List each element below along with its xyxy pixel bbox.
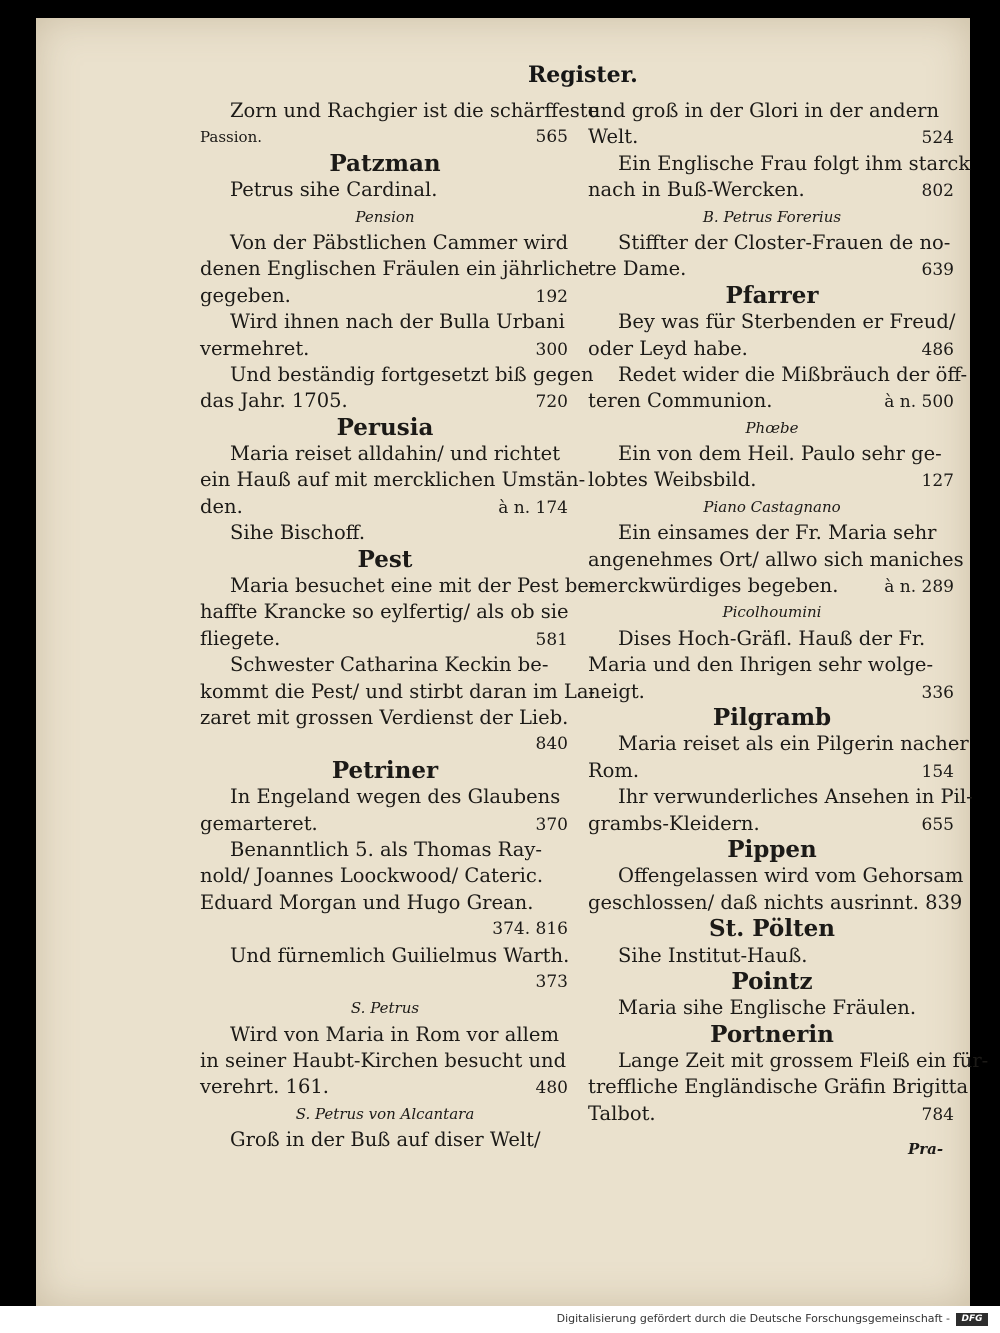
right-column (588, 98, 989, 1127)
index-line: Groß in der Buß auf diser Welt/ (230, 1128, 541, 1152)
entry-text: Passion. (200, 128, 263, 147)
index-line (588, 124, 956, 150)
index-line (588, 336, 956, 362)
entry-text: gemarteret. (200, 811, 318, 835)
page-reference: 154 (921, 761, 954, 782)
index-line: Und beständig fortgesetzt biß gegen (230, 362, 594, 386)
index-line: In Engeland wegen des Glaubens (230, 785, 561, 809)
index-line: Bey was für Sterbenden er Freud/ (618, 310, 956, 334)
index-line (588, 177, 956, 203)
entry-text: Rom. (588, 758, 640, 782)
index-subheading: S. Petrus von Alcantara (295, 1104, 475, 1123)
page-reference: 192 (535, 286, 568, 307)
index-line: Ihr verwunderliches Ansehen in Pil- (618, 785, 973, 809)
index-heading: Pilgramb (712, 703, 832, 731)
index-line: Maria besuchet eine mit der Pest be- (230, 574, 596, 598)
footer-credit: Digitalisierung gefördert durch die Deutsche Forschungsgemeinschaft - (556, 1312, 950, 1325)
index-subheading: Phœbe (745, 418, 799, 437)
index-line: Schwester Catharina Keckin be- (230, 653, 549, 677)
index-line: Eduard Morgan und Hugo Grean. (200, 890, 534, 914)
index-line: Dises Hoch-Gräfl. Hauß der Fr. (618, 626, 926, 650)
index-line (200, 283, 570, 309)
index-line (200, 916, 570, 942)
entry-text: gegeben. (200, 283, 291, 307)
entry-text: den. (200, 494, 243, 518)
page-reference: 370 (535, 814, 568, 835)
entry-text: merckwürdiges begeben. (588, 574, 839, 598)
page-reference: 639 (921, 260, 954, 281)
entry-text: oder Leyd habe. (588, 336, 748, 360)
index-line: Benanntlich 5. als Thomas Ray- (230, 837, 543, 861)
page-reference: 784 (921, 1104, 954, 1125)
index-line: und groß in der Glori in der andern (588, 99, 940, 122)
index-line: in seiner Haubt-Kirchen besucht und (200, 1049, 567, 1073)
page-reference: 300 (535, 339, 568, 360)
page-reference: 127 (921, 471, 954, 492)
index-line (200, 336, 570, 362)
entry-text: lobtes Weibsbild. (588, 468, 757, 492)
page-reference: 655 (921, 814, 954, 835)
page-reference: 373 (535, 971, 568, 992)
dfg-logo: DFG (956, 1313, 988, 1326)
index-line: zaret mit grossen Verdienst der Lieb. (200, 705, 569, 729)
index-heading: Pfarrer (725, 281, 819, 309)
index-line (588, 1101, 956, 1127)
index-subheading: S. Petrus (350, 999, 420, 1018)
page-reference: 336 (921, 682, 954, 703)
index-line: Zorn und Rachgier ist die schärffeste (230, 99, 600, 122)
index-line: treffliche Engländische Gräfin Brigitta (588, 1075, 969, 1099)
index-heading: Pointz (731, 967, 813, 995)
index-line (200, 494, 570, 520)
index-line (588, 758, 956, 784)
index-line: Maria reiset alldahin/ und richtet (230, 442, 561, 466)
index-line (200, 124, 570, 150)
page-reference: 565 (535, 127, 568, 148)
index-line: Ein von dem Heil. Paulo sehr ge- (618, 442, 942, 466)
index-line: Wird ihnen nach der Bulla Urbani (230, 310, 565, 334)
index-line: Petrus sihe Cardinal. (230, 178, 438, 202)
page-reference: à n. 174 (498, 497, 568, 518)
index-line: Stiffter der Closter-Frauen de no- (618, 230, 951, 254)
running-head: Register. (528, 62, 638, 88)
index-heading: Pest (357, 545, 413, 573)
index-line: Redet wider die Mißbräuch der öff- (618, 362, 968, 386)
index-line (588, 811, 956, 837)
index-subheading: Pension (355, 207, 415, 226)
index-line (588, 573, 956, 599)
index-line (200, 388, 570, 414)
index-line (200, 969, 570, 995)
entry-text: fliegete. (200, 626, 281, 650)
index-line: Ein einsames der Fr. Maria sehr (618, 521, 937, 545)
index-line (588, 388, 956, 414)
index-line (200, 811, 570, 837)
index-line (588, 256, 956, 282)
index-heading: Petriner (331, 756, 439, 784)
index-line (200, 731, 570, 757)
page-reference: 581 (535, 629, 568, 650)
catchword: Pra- (908, 1140, 944, 1158)
index-line: Maria reiset als ein Pilgerin nacher (618, 732, 969, 756)
entry-text: Welt. (588, 125, 639, 149)
page-reference: 720 (535, 392, 568, 413)
page-reference: 374. 816 (492, 919, 568, 940)
index-line: geschlossen/ daß nichts ausrinnt. 839 (588, 890, 963, 914)
footer-bar (0, 1306, 1000, 1333)
index-line: Maria sihe Englische Fräulen. (618, 996, 917, 1020)
index-line: denen Englischen Fräulen ein jährliche (200, 257, 590, 281)
index-heading: Pippen (727, 835, 817, 863)
index-line: angenehmes Ort/ allwo sich maniches (588, 547, 964, 571)
index-line: Von der Päbstlichen Cammer wird (230, 230, 569, 254)
page-reference: 486 (921, 339, 954, 360)
page-reference: à n. 500 (884, 392, 954, 413)
index-subheading: B. Petrus Forerius (702, 207, 842, 226)
index-line: nold/ Joannes Loockwood/ Cateric. (200, 864, 544, 888)
index-line: kommt die Pest/ und stirbt daran im La- (200, 679, 596, 703)
entry-text: tre Dame. (588, 257, 687, 281)
entry-text: teren Communion. (588, 389, 773, 413)
page-reference: 802 (921, 181, 954, 202)
index-line (588, 467, 956, 493)
index-heading: Patzman (329, 149, 441, 177)
index-line: Maria und den Ihrigen sehr wolge- (588, 653, 934, 677)
left-column (200, 98, 600, 1154)
index-line: ein Hauß auf mit mercklichen Umstän- (200, 468, 586, 492)
index-line: haffte Krancke so eylfertig/ als ob sie (200, 600, 569, 624)
index-subheading: Piano Castagnano (703, 497, 841, 516)
index-line: Lange Zeit mit grossem Fleiß ein für- (618, 1049, 989, 1073)
page-reference: 524 (921, 128, 954, 149)
index-subheading: Picolhoumini (722, 603, 822, 622)
index-line: Sihe Bischoff. (230, 521, 366, 545)
index-line (588, 679, 956, 705)
page-reference: à n. 289 (884, 577, 954, 598)
entry-text: das Jahr. 1705. (200, 389, 348, 413)
page-reference: 480 (535, 1078, 568, 1099)
entry-text: verehrt. 161. (200, 1075, 329, 1099)
entry-text: Talbot. (588, 1101, 656, 1125)
entry-text: neigt. (588, 679, 645, 703)
index-heading: Perusia (336, 413, 434, 441)
index-line: Und fürnemlich Guilielmus Warth. (230, 943, 570, 967)
index-heading: Portnerin (710, 1020, 834, 1048)
entry-text: vermehret. (200, 336, 310, 360)
index-line (200, 1074, 570, 1100)
entry-text: nach in Buß-Wercken. (588, 178, 805, 202)
index-heading: St. Pölten (709, 915, 835, 943)
index-line: Ein Englische Frau folgt ihm starck (618, 151, 971, 175)
index-line: Offengelassen wird vom Gehorsam (618, 864, 964, 888)
page-reference: 840 (535, 734, 568, 755)
index-line (200, 626, 570, 652)
entry-text: grambs-Kleidern. (588, 811, 760, 835)
index-line: Wird von Maria in Rom vor allem (230, 1022, 559, 1046)
index-line: Sihe Institut-Hauß. (618, 943, 808, 967)
